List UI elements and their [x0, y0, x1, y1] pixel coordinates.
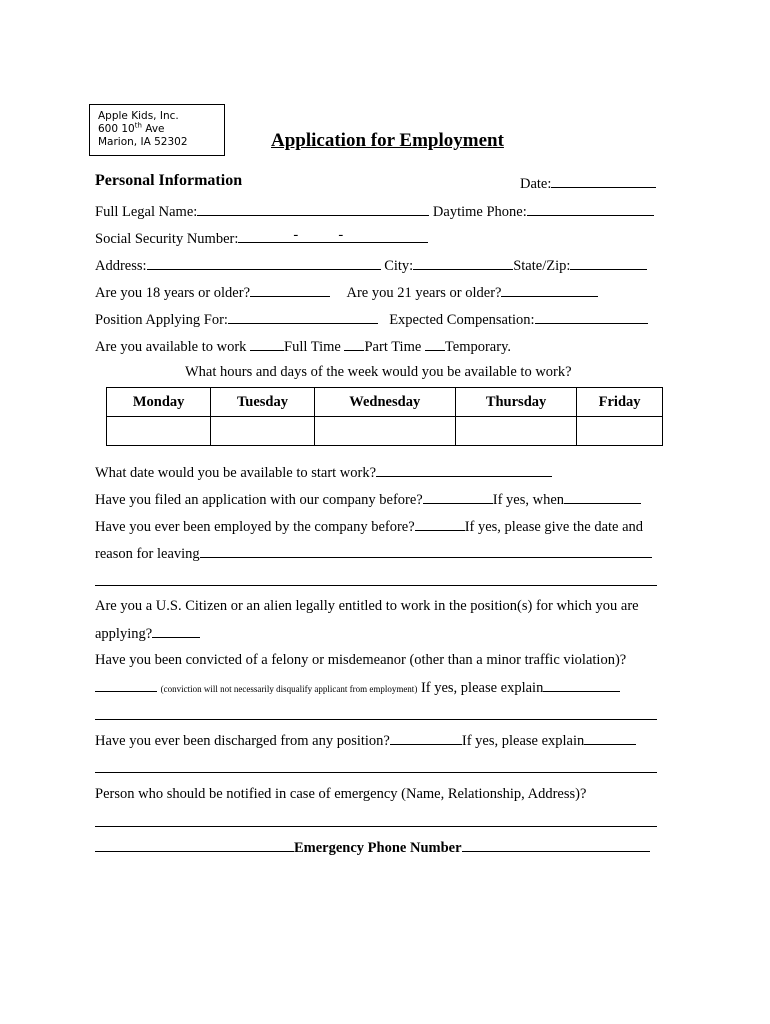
- felony-question: Have you been convicted of a felony or misdemeanor (other than a minor traffic violation)?: [95, 652, 627, 668]
- table-header-row: [107, 388, 663, 417]
- employed-before-field[interactable]: [415, 518, 465, 531]
- availability-label: Are you available to work: [95, 339, 247, 355]
- if-yes-when-field[interactable]: [564, 491, 641, 504]
- emergency-name-field[interactable]: [95, 839, 294, 852]
- part-time-field[interactable]: [344, 338, 364, 351]
- part-time-label: Part Time: [364, 339, 422, 355]
- felony-row: [95, 679, 620, 697]
- emergency-contact-line[interactable]: [95, 826, 657, 827]
- ssn-field[interactable]: [238, 227, 428, 243]
- company-street: 600 10th Ave: [98, 121, 165, 135]
- date-field[interactable]: [551, 175, 656, 188]
- day-tuesday: Tuesday: [211, 388, 314, 417]
- section-header: Personal Information: [95, 172, 243, 189]
- table-row: [107, 417, 663, 446]
- discharged-explain-field[interactable]: [584, 732, 636, 745]
- day-wednesday: Wednesday: [314, 388, 455, 417]
- full-time-field[interactable]: [250, 338, 284, 351]
- discharged-explain-label: If yes, please explain: [461, 733, 585, 749]
- filed-before-label: Have you filed an application with our company before?: [95, 492, 423, 508]
- discharged-field[interactable]: [390, 732, 462, 745]
- conviction-note: (conviction will not necessarily disqualify applicant from employment): [160, 684, 418, 694]
- felony-explain-label: If yes, please explain: [420, 680, 544, 696]
- citizen-row: [95, 625, 200, 643]
- availability-table: [106, 387, 663, 446]
- employed-before-label: Have you ever been employed by the company before?: [95, 519, 415, 535]
- date-row: [520, 175, 656, 193]
- state-zip-label: State/Zip:: [513, 258, 571, 274]
- citizen-question-line-1: Are you a U.S. Citizen or an alien legally entitled to work in the position(s) for which you are: [95, 598, 639, 614]
- company-city: Marion, IA 52302: [98, 136, 188, 148]
- ssn-label: Social Security Number:: [95, 231, 239, 247]
- emergency-phone-field[interactable]: [462, 839, 650, 852]
- age21-label: Are you 21 years or older?: [346, 285, 502, 301]
- reason-leaving-line-2[interactable]: [95, 585, 657, 586]
- address-field[interactable]: [147, 257, 381, 270]
- temporary-label: Temporary.: [444, 339, 512, 355]
- address-row: [95, 257, 647, 275]
- ssn-row: [95, 227, 428, 248]
- start-date-label: What date would you be available to start work?: [95, 465, 377, 481]
- state-zip-field[interactable]: [570, 257, 647, 270]
- emergency-phone-row: [95, 839, 650, 857]
- compensation-label: Expected Compensation:: [389, 312, 535, 328]
- ssn-dash-2: -: [338, 227, 344, 243]
- day-monday: Monday: [107, 388, 211, 417]
- company-name: Apple Kids, Inc.: [98, 110, 179, 122]
- name-phone-row: [95, 203, 654, 221]
- age21-field[interactable]: [501, 284, 598, 297]
- full-legal-name-label: Full Legal Name:: [95, 204, 198, 220]
- age18-field[interactable]: [250, 284, 330, 297]
- ssn-dash-1: -: [293, 227, 299, 243]
- day-friday: Friday: [577, 388, 663, 417]
- filed-before-row: [95, 491, 641, 509]
- monday-hours-cell[interactable]: [107, 417, 211, 446]
- emergency-phone-label: Emergency Phone Number: [294, 840, 462, 856]
- reason-leaving-row: [95, 545, 652, 563]
- date-label: Date:: [520, 176, 552, 192]
- employed-before-row: [95, 518, 643, 536]
- if-yes-date-reason-label: If yes, please give the date and: [464, 519, 644, 535]
- reason-leaving-field[interactable]: [200, 545, 652, 558]
- if-yes-when-label: If yes, when: [492, 492, 565, 508]
- daytime-phone-label: Daytime Phone:: [432, 204, 527, 220]
- discharged-label: Have you ever been discharged from any position?: [95, 733, 390, 749]
- company-address-box: [89, 104, 225, 156]
- position-label: Position Applying For:: [95, 312, 228, 328]
- availability-row: [95, 338, 511, 356]
- discharged-explain-line-2[interactable]: [95, 772, 657, 773]
- emergency-question: Person who should be notified in case of emergency (Name, Relationship, Address)?: [95, 786, 587, 802]
- start-date-field[interactable]: [376, 464, 552, 477]
- city-label: City:: [384, 258, 414, 274]
- filed-before-field[interactable]: [423, 491, 493, 504]
- citizen-question-line-2: applying?: [95, 626, 153, 642]
- start-date-row: [95, 464, 552, 482]
- day-thursday: Thursday: [455, 388, 576, 417]
- full-time-label: Full Time: [284, 339, 341, 355]
- position-field[interactable]: [228, 311, 378, 324]
- age18-label: Are you 18 years or older?: [95, 285, 251, 301]
- form-title: Application for Employment: [271, 130, 504, 151]
- reason-leaving-label: reason for leaving: [95, 546, 200, 562]
- felony-field[interactable]: [95, 679, 157, 692]
- address-label: Address:: [95, 258, 147, 274]
- position-row: [95, 311, 648, 329]
- discharged-row: [95, 732, 636, 750]
- daytime-phone-field[interactable]: [527, 203, 654, 216]
- hours-question: What hours and days of the week would you be available to work?: [185, 364, 572, 380]
- age-row: [95, 284, 598, 302]
- wednesday-hours-cell[interactable]: [314, 417, 455, 446]
- compensation-field[interactable]: [535, 311, 648, 324]
- citizen-field[interactable]: [152, 625, 200, 638]
- tuesday-hours-cell[interactable]: [211, 417, 314, 446]
- city-field[interactable]: [413, 257, 513, 270]
- felony-explain-line-2[interactable]: [95, 719, 657, 720]
- friday-hours-cell[interactable]: [577, 417, 663, 446]
- thursday-hours-cell[interactable]: [455, 417, 576, 446]
- felony-explain-field[interactable]: [543, 679, 620, 692]
- temporary-field[interactable]: [425, 338, 445, 351]
- full-legal-name-field[interactable]: [197, 203, 429, 216]
